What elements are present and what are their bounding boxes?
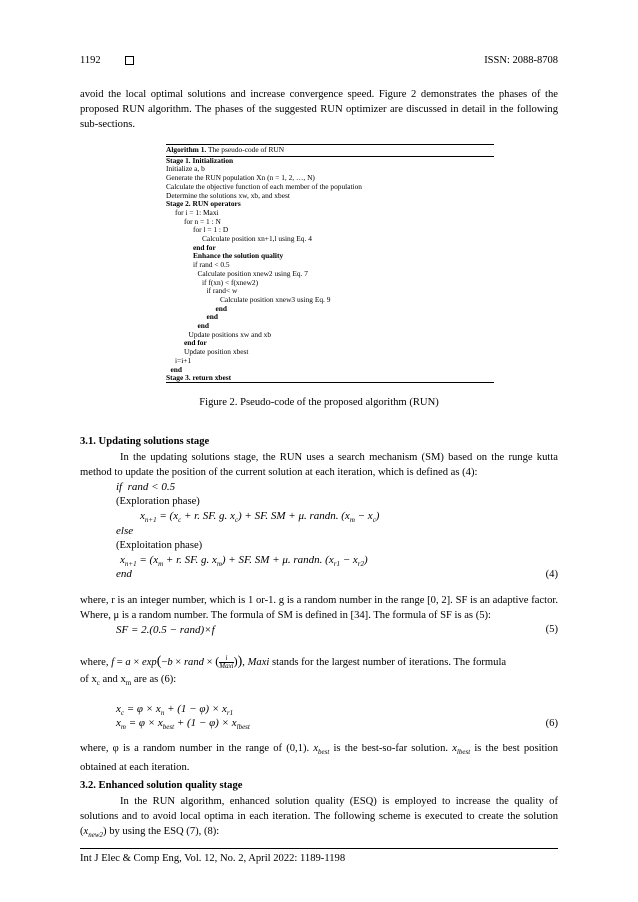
algorithm-line: Enhance the solution quality bbox=[193, 251, 284, 261]
section-3-2-heading: 3.2. Enhanced solution quality stage bbox=[80, 780, 243, 791]
section-3-1-heading: 3.1. Updating solutions stage bbox=[80, 436, 210, 447]
footer-rule bbox=[80, 848, 558, 849]
algorithm-line: end bbox=[170, 364, 183, 374]
eq6-description: where, φ is a random number in the range of (0,1). $x_{best}$ is the best-so-far solution. $x_{lbest}$ is the best position obtained at each iteration. bbox=[80, 743, 558, 774]
eq4-description: where, r is an integer number, which is 1 or-1. g is a random number in the range [0, 2]. SF is an adaptive factor. Where, μ is a random number. The formula of SM is defined in [34]. The formula of SF is as (5): bbox=[80, 595, 558, 621]
eq6-number: (6) bbox=[545, 718, 558, 729]
algorithm-line: end bbox=[215, 303, 228, 313]
square-icon bbox=[125, 56, 134, 65]
algorithm-line: end for bbox=[193, 242, 216, 252]
algorithm-lines bbox=[166, 157, 494, 383]
algorithm-line: for l = 1 : D bbox=[193, 225, 229, 235]
algorithm-box bbox=[166, 144, 494, 383]
intro-paragraph: avoid the local optimal solutions and increase convergence speed. Figure 2 demonstrates the phases of the proposed RUN algorithm. The phases of the suggested RUN optimizer are discussed in detail in the following sub-sections. bbox=[80, 89, 558, 130]
eq4-number: (4) bbox=[545, 569, 558, 580]
eq5-formula: SF = 2.(0.5 − rand)×f bbox=[116, 624, 215, 636]
eq5-description: where, f = a × exp(−b × rand × ( i Maxi )), Maxi stands for the largest number of iterations. The formula bbox=[80, 654, 507, 671]
algorithm-line: Generate the RUN population Xn (n = 1, 2, …, N) bbox=[166, 173, 315, 183]
eq5-description-cont: of $x_c$ and $x_m$ are as (6): bbox=[80, 674, 177, 688]
issn: ISSN: 2088-8708 bbox=[484, 55, 558, 66]
algorithm-line: for n = 1 : N bbox=[184, 216, 221, 226]
algorithm-title: Algorithm 1. The pseudo-code of RUN bbox=[166, 145, 285, 154]
algorithm-line: end bbox=[197, 321, 210, 331]
eq4-else: else bbox=[116, 525, 134, 537]
eq4-if-line: if rand < 0.5 bbox=[116, 481, 176, 493]
algorithm-line: Update positions xw and xb bbox=[188, 329, 272, 339]
page-number: 1192 bbox=[80, 55, 101, 66]
eq4-exploration-label: (Exploration phase) bbox=[116, 496, 200, 507]
algorithm-line: Update position xbest bbox=[184, 347, 249, 357]
algorithm-line: if f(xn) < f(xnew2) bbox=[202, 277, 259, 287]
eq6-line1: $x_c = \varphi \times x_n + (1 - \varphi) \times x_{r1}$ bbox=[116, 703, 234, 718]
figure-caption: Figure 2. Pseudo-code of the proposed algorithm (RUN) bbox=[199, 397, 439, 408]
eq4-exploration-formula: $x_{n+1} = (x_c + r$. SF. g. $x_c$) + SF. SM + μ. randn. $(x_m - x_c)$ bbox=[140, 510, 380, 525]
algorithm-line: Stage 2. RUN operators bbox=[166, 199, 241, 209]
section-3-1-paragraph: In the updating solutions stage, the RUN uses a search mechanism (SM) based on the runge kutta method to update the position of the current solution at each iteration, which is defined as (4): bbox=[80, 452, 558, 478]
eq4-exploitation-label: (Exploitation phase) bbox=[116, 540, 203, 551]
algorithm-line: Calculate position xn+1,l using Eq. 4 bbox=[202, 234, 312, 244]
algorithm-line: if rand < 0.5 bbox=[193, 260, 230, 270]
algorithm-line: Initialize a, b bbox=[166, 164, 205, 174]
eq4-end: end bbox=[116, 568, 132, 580]
algorithm-line: Determine the solutions xw, xb, and xbest bbox=[166, 190, 290, 200]
algorithm-line: i=i+1 bbox=[175, 355, 192, 365]
algorithm-line: Calculate the objective function of each member of the population bbox=[166, 181, 362, 191]
algorithm-line: end bbox=[206, 312, 219, 322]
eq4-exploitation-formula: $x_{n+1} = (x_m + r$. SF. g. $x_m$) + SF. SM + μ. randn. $(x_{r1} - x_{r2})$ bbox=[120, 554, 368, 569]
eq5-number: (5) bbox=[545, 624, 558, 635]
footer-text: Int J Elec & Comp Eng, Vol. 12, No. 2, April 2022: 1189-1198 bbox=[80, 853, 346, 864]
section-3-2-paragraph: In the RUN algorithm, enhanced solution quality (ESQ) is employed to increase the quality of solutions and to avoid local optima in each iteration. The following scheme is executed to create the solution $(x_{new2})$ by using the ESQ (7), (8): bbox=[80, 796, 558, 840]
eq6-line2: $x_m = \varphi \times x_{best} + (1 - \varphi) \times x_{lbest}$ bbox=[116, 717, 250, 732]
algorithm-line: Stage 1. Initialization bbox=[166, 155, 234, 165]
algorithm-bottom-rule bbox=[166, 382, 494, 383]
algorithm-line: Stage 3. return xbest bbox=[166, 373, 232, 383]
algorithm-line: Calculate position xnew3 using Eq. 9 bbox=[220, 294, 331, 304]
algorithm-line: if rand< w bbox=[206, 286, 238, 296]
algorithm-line: end for bbox=[184, 338, 207, 348]
algorithm-line: for i = 1: Maxi bbox=[175, 207, 219, 217]
algorithm-line: Calculate position xnew2 using Eq. 7 bbox=[197, 268, 308, 278]
